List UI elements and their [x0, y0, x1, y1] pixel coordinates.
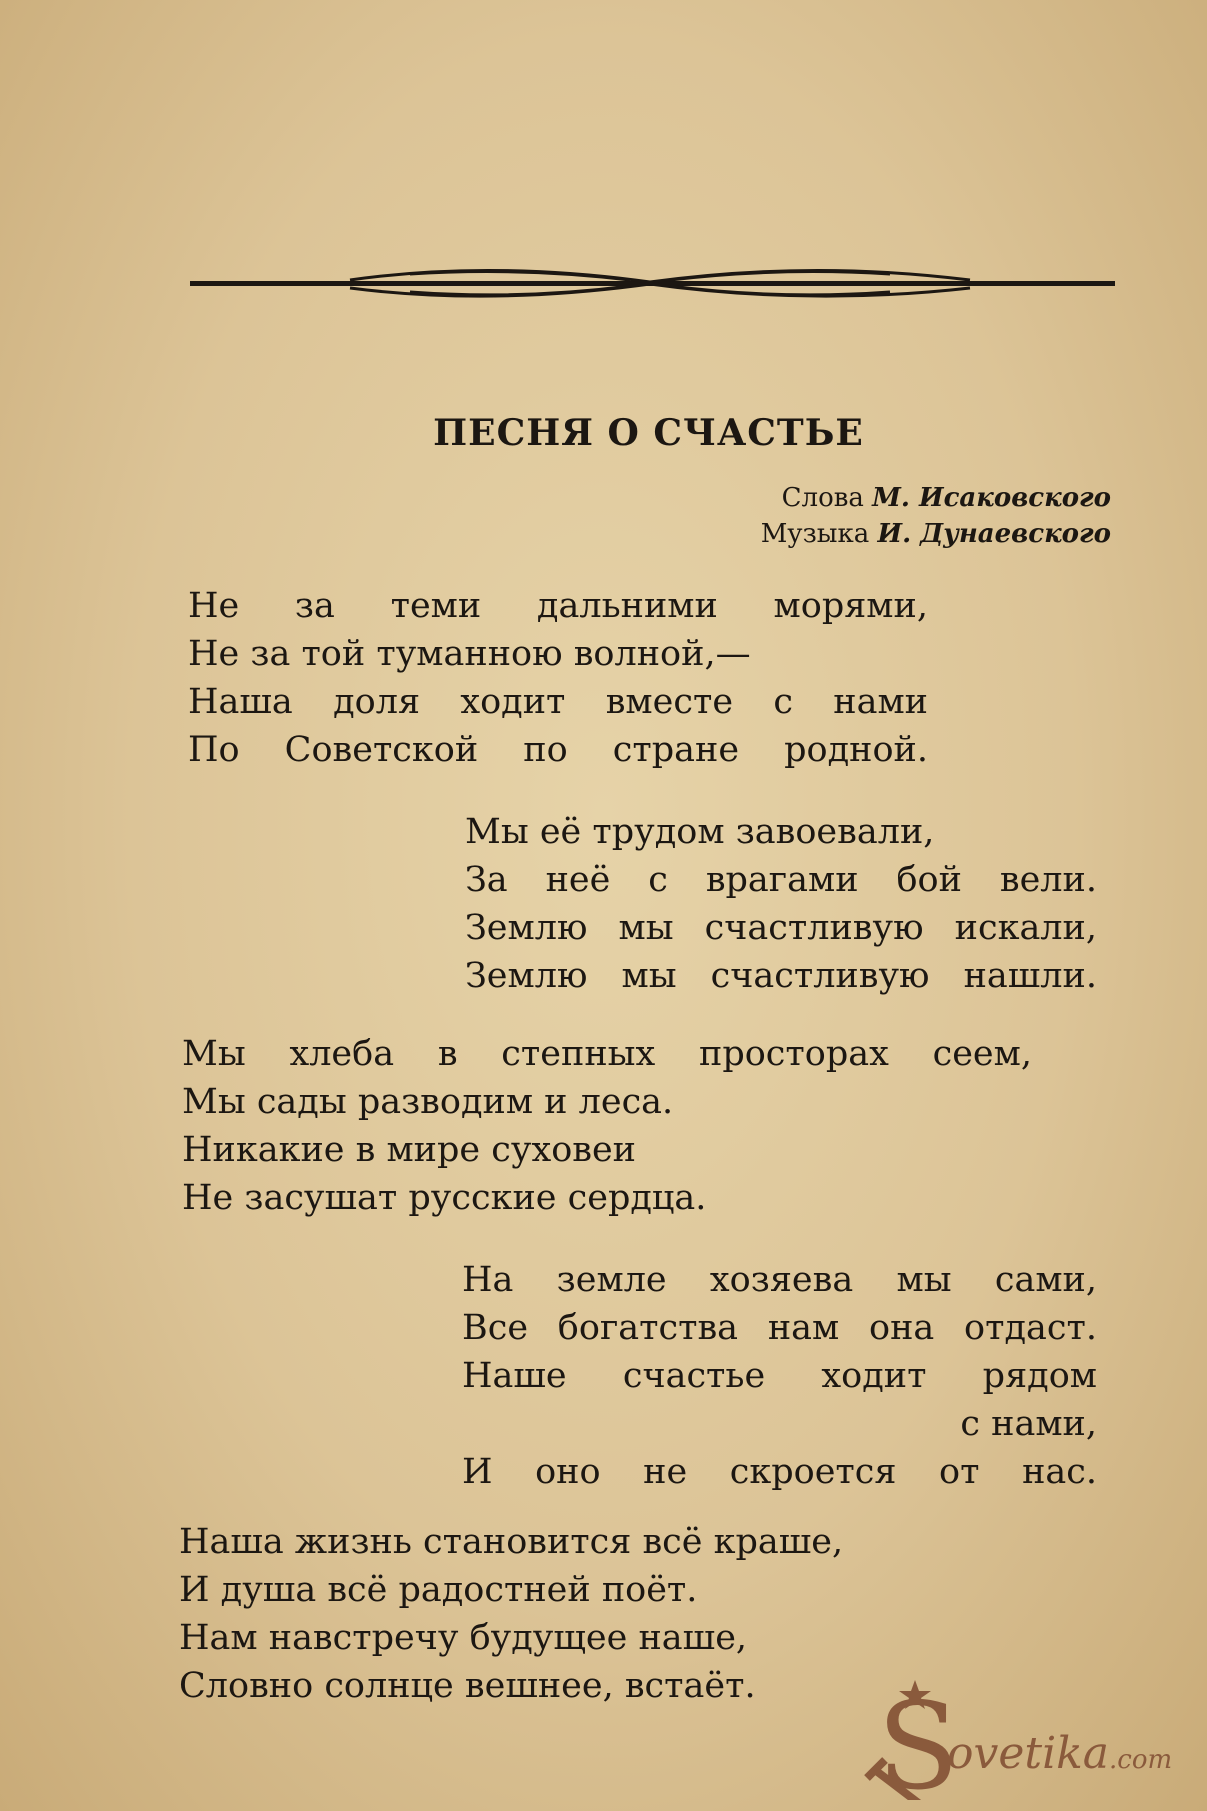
verse-line: Словно солнце вешнее, встаёт.	[179, 1666, 756, 1706]
verse-line: Землю мы счастливую нашли.	[465, 956, 1097, 996]
verse-line: Наша жизнь становится всё краше,	[179, 1522, 844, 1562]
stanza-4	[462, 1256, 1097, 1496]
music-author: И. Дунаевского	[877, 519, 1111, 549]
svg-text:S: S	[877, 1678, 960, 1800]
sovetika-watermark-logo	[855, 1660, 1195, 1800]
song-title: ПЕСНЯ О СЧАСТЬЕ	[433, 412, 864, 454]
stanza-3	[182, 1030, 1032, 1222]
verse-line: Наше счастье ходит рядом	[462, 1356, 1097, 1396]
words-label: Слова	[781, 483, 864, 513]
stanza-2	[465, 808, 1097, 1000]
laurel-ornament	[190, 262, 1115, 304]
stanza-1	[188, 582, 928, 774]
credits	[761, 480, 1111, 552]
verse-line: с нами,	[960, 1404, 1097, 1444]
verse-line: Не засушат русские сердца.	[182, 1178, 707, 1218]
music-label: Музыка	[760, 519, 870, 549]
verse-line: Нам навстречу будущее наше,	[179, 1618, 748, 1658]
verse-line: На земле хозяева мы сами,	[462, 1260, 1097, 1300]
verse-line: Мы сады разводим и леса.	[182, 1082, 674, 1122]
verse-line: Наша доля ходит вместе с нами	[188, 682, 928, 722]
verse-line: Землю мы счастливую искали,	[465, 908, 1097, 948]
verse-line: За неё с врагами бой вели.	[465, 860, 1097, 900]
verse-line: Мы хлеба в степных просторах сеем,	[182, 1034, 1032, 1074]
verse-line: И оно не скроется от нас.	[462, 1452, 1097, 1492]
verse-line: Никакие в мире суховеи	[182, 1130, 637, 1170]
verse-line: Все богатства нам она отдаст.	[462, 1308, 1097, 1348]
verse-line: И душа всё радостней поёт.	[179, 1570, 698, 1610]
words-author: М. Исаковского	[872, 483, 1111, 513]
verse-line: По Советской по стране родной.	[188, 730, 928, 770]
verse-line: Не за теми дальними морями,	[188, 586, 928, 626]
verse-line: Мы её трудом завоевали,	[465, 812, 935, 852]
svg-text:ovetika.com: ovetika.com	[947, 1728, 1173, 1779]
verse-line: Не за той туманною волной,—	[188, 634, 751, 674]
